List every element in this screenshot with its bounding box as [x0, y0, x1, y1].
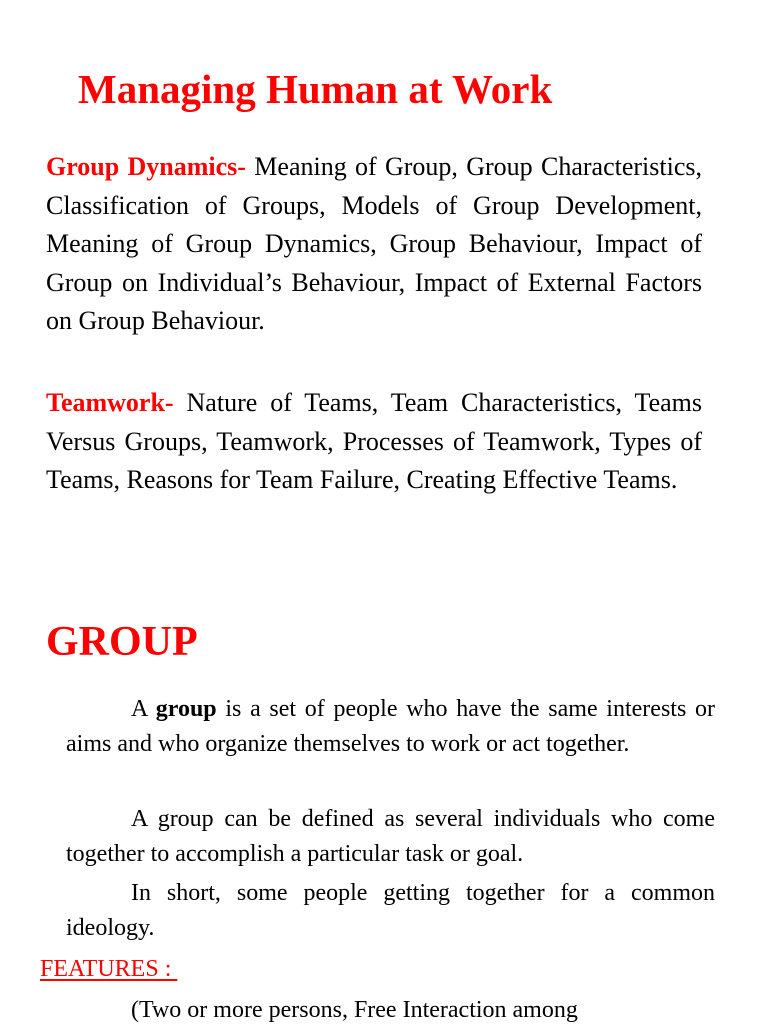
- topic-description: Nature of Teams, Team Characteristics, Teams Versus Groups, Teamwork, Processes of Teamwork, Types of Teams, Reasons for Team Failure, Creating Effective Teams.: [46, 388, 702, 494]
- topic-label: Group Dynamics-: [46, 152, 246, 181]
- topic-description: Meaning of Group, Group Characteristics, Classification of Groups, Models of Group Development, Meaning of Group Dynamics, Group Behaviour, Impact of Group on Individual’s Behaviour, Impact of External Factors on Group Behaviour.: [46, 152, 702, 335]
- features-heading: FEATURES :: [40, 956, 178, 982]
- bold-term: group: [155, 696, 217, 722]
- topic-label: Teamwork-: [46, 388, 174, 417]
- topic-group-dynamics: [46, 148, 702, 341]
- group-definition-paragraph-2: A group can be defined as several individuals who come together to accomplish a particular task or goal.: [66, 806, 715, 867]
- group-summary-paragraph: In short, some people getting together for a common ideology.: [66, 880, 715, 941]
- topic-teamwork: [46, 384, 702, 500]
- paragraph-text: is a set of people who have the same interests or aims and who organize themselves to work or act together.: [66, 696, 715, 757]
- paragraph-text: A: [131, 696, 156, 722]
- features-paragraph: (Two or more persons, Free Interaction among: [131, 997, 578, 1023]
- group-definition-paragraph: [66, 692, 715, 762]
- page-title: Managing Human at Work: [78, 66, 553, 112]
- section-heading: GROUP: [46, 619, 198, 665]
